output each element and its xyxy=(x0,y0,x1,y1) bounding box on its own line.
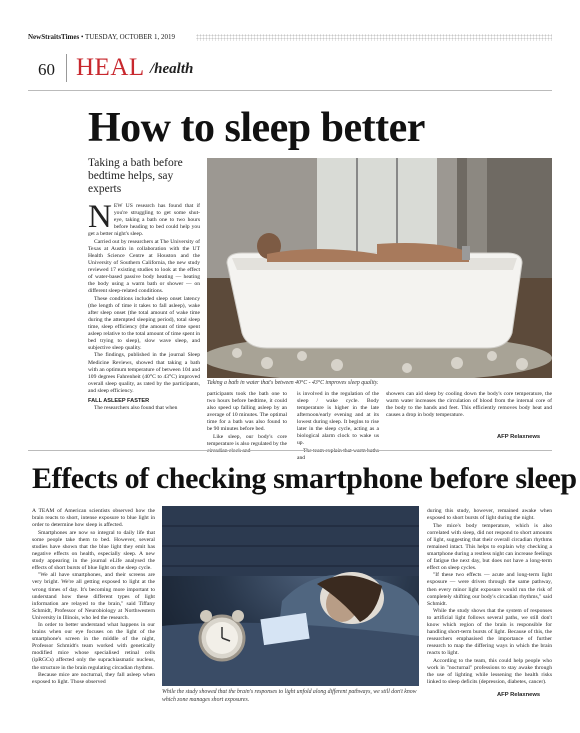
body-paragraph: While the study shows that the system of responses to artificial light follows several paths, we still don't know which region of the brain is responsible for handling short-term bursts of light. Because of this, the researchers emphasised the importance of further research to map the differing ways in which the brain reacts to light. xyxy=(427,608,552,657)
story2-headline: Effects of checking smartphone before sleep xyxy=(32,462,577,495)
story2-column-2 xyxy=(427,508,552,702)
body-text: EW US research has found that if you're struggling to get some shut-eye, taking a bath one to two hours before heading to bed could help you get a better night's sleep. xyxy=(88,203,200,238)
body-paragraph: during this study, however, remained awake when exposed to short bursts of light during the night. xyxy=(427,508,552,522)
body-paragraph: and xyxy=(297,454,306,461)
body-paragraph: According to the team, this could help people who work in "nocturnal" professions to stay awake through the use of lighting while lessening the health risks linked to sleep deficits (depression, diabetes, cancer). xyxy=(427,657,552,686)
story1-column-3 xyxy=(297,391,379,461)
body-paragraph: participants took the bath one to two hours before bedtime, it could also speed up falling asleep by an average of 10 minutes. The optimal time for a bath was also found to be 90 minutes before bed. xyxy=(207,391,287,433)
body-paragraph: "We all have smartphones, and their screens are very bright. We're all getting exposed to light at the wrong times of day. It's becoming more important to understand how these different types of light information are relayed to the brain," said Tiffany Schmidt, Professor of Neurobiology at Northwestern University in Illinois, who led the research. xyxy=(32,572,155,621)
story1-column-2 xyxy=(207,391,287,447)
body-paragraph: "If these two effects — acute and long-term light exposure — were driven through the same pathway, then every minor light exposure would run the risk of completely shifting our body's circadian rhythms," said Schmidt. xyxy=(427,572,552,607)
body-paragraph: is involved in the regulation of the sleep / wake cycle. Body temperature is higher in the late afternoon/early evening and at its lowest during sleep. It begins to rise later in the sleep cycle, acting as a biological alarm clock to wake us up. xyxy=(297,391,379,447)
header-rule xyxy=(28,90,552,91)
body-paragraph: The findings, published in the journal Sleep Medicine Reviews, showed that taking a bath with an optimum temperature of between 104 and 109 degrees Fahrenheit (40°C to 43°C) improved overall sleep quality, as rated by the participants, and sleep efficiency. xyxy=(88,352,200,394)
page-number: 60 xyxy=(38,60,55,79)
section-name: HEAL xyxy=(76,54,145,81)
bath-photo-illustration xyxy=(207,158,552,378)
story1-headline: How to sleep better xyxy=(88,105,425,151)
story1-subhead: FALL ASLEEP FASTER xyxy=(88,397,150,404)
body-paragraph: showers can aid sleep by cooling down the body's core temperature, the warm water increases the circulation of blood from the internal core of the body to the hands and feet. This efficiently removes body heat and causes a drop in body temperature. xyxy=(386,391,552,419)
story1-column-1 xyxy=(88,199,200,443)
folio-divider xyxy=(66,54,67,82)
story1-photo-caption: Taking a bath in water that's between 40°C - 43°C improves sleep quality. xyxy=(207,380,379,386)
story1-standfirst: Taking a bath before bedtime helps, say experts xyxy=(88,157,183,195)
story2-credit: AFP Relaxnews xyxy=(497,692,541,698)
paper-name: NewStraitsTimes xyxy=(28,33,80,41)
issue-date: TUESDAY, OCTOBER 1, 2019 xyxy=(85,33,175,41)
masthead-separator: • xyxy=(79,33,86,41)
body-paragraph: The mice's body temperature, which is also correlated with sleep, did not respond to short amounts of light, suggesting that their overall circadian rhythms remained intact. This helps to explain why checking a smartphone during a restless night can increase feelings of fatigue the next day, but does not have a long-term effect on sleep cycles. xyxy=(427,522,552,571)
body-paragraph: In order to better understand what happens in our brains when our eye focuses on the light of the smartphone's screen in the middle of the night, Professor Schmidt's team worked with genetically modified mice whose specialised retinal cells (ipRGCs) affected only the suprachiasmatic nucleus, the structure in the brain regulating circadian rhythms. xyxy=(32,622,155,671)
smartphone-photo-illustration xyxy=(162,506,419,686)
body-paragraph: These conditions included sleep onset latency (the length of time it takes to fall asleep), wake after sleep onset (the total amount of wake time during the attempted sleeping period), total sleep time, sleep efficiency (the amount of time spent asleep relative to the total amount of time spent in bed trying to sleep), slow wave sleep, and subjective sleep quality. xyxy=(88,295,200,351)
dropcap: N xyxy=(88,199,112,235)
body-paragraph: Like sleep, our body's core temperature is also regulated by the xyxy=(207,433,287,447)
body-paragraph: Smartphones are now so integral to daily life that some people take them to bed. However, several studies have shown that the blue light they emit has negative effects on health, especially sleep. A new study appearing in the journal eLife analysed the effects of short bursts of blue light on the sleep cycle. xyxy=(32,529,155,571)
story1-credit: AFP Relaxnews xyxy=(497,434,541,440)
story2-photo-caption: While the study showed that the brain's responses to light unfold along different pathways, we still don't know which zone manages short exposures. xyxy=(162,689,417,703)
story-divider xyxy=(28,450,552,451)
story2-column-1 xyxy=(32,508,155,702)
bath-photo xyxy=(207,158,552,378)
masthead-dot-pattern xyxy=(196,34,552,41)
story1-lead-paragraph xyxy=(88,199,200,238)
subsection-name: /health xyxy=(150,61,194,77)
body-paragraph: Carried out by researchers at The University of Texas at Austin in collaboration with the UT Health Science Centre at Houston and the University of Southern California, the new study reviewed 17 existing studies to look at the effect of water-based passive body heating — heating the body using a warm bath or shower — on different sleep-related conditions. xyxy=(88,238,200,295)
body-paragraph: The researchers also found that when xyxy=(94,405,178,412)
body-paragraph: A TEAM of American scientists observed how the brain reacts to short, intense exposure to blue light in order to determine how sleep is affected. xyxy=(32,508,155,529)
story1-column-4 xyxy=(386,391,552,435)
smartphone-photo xyxy=(162,506,419,686)
body-paragraph: Because mice are nocturnal, they fall asleep when exposed to light. Those observed xyxy=(32,672,155,686)
